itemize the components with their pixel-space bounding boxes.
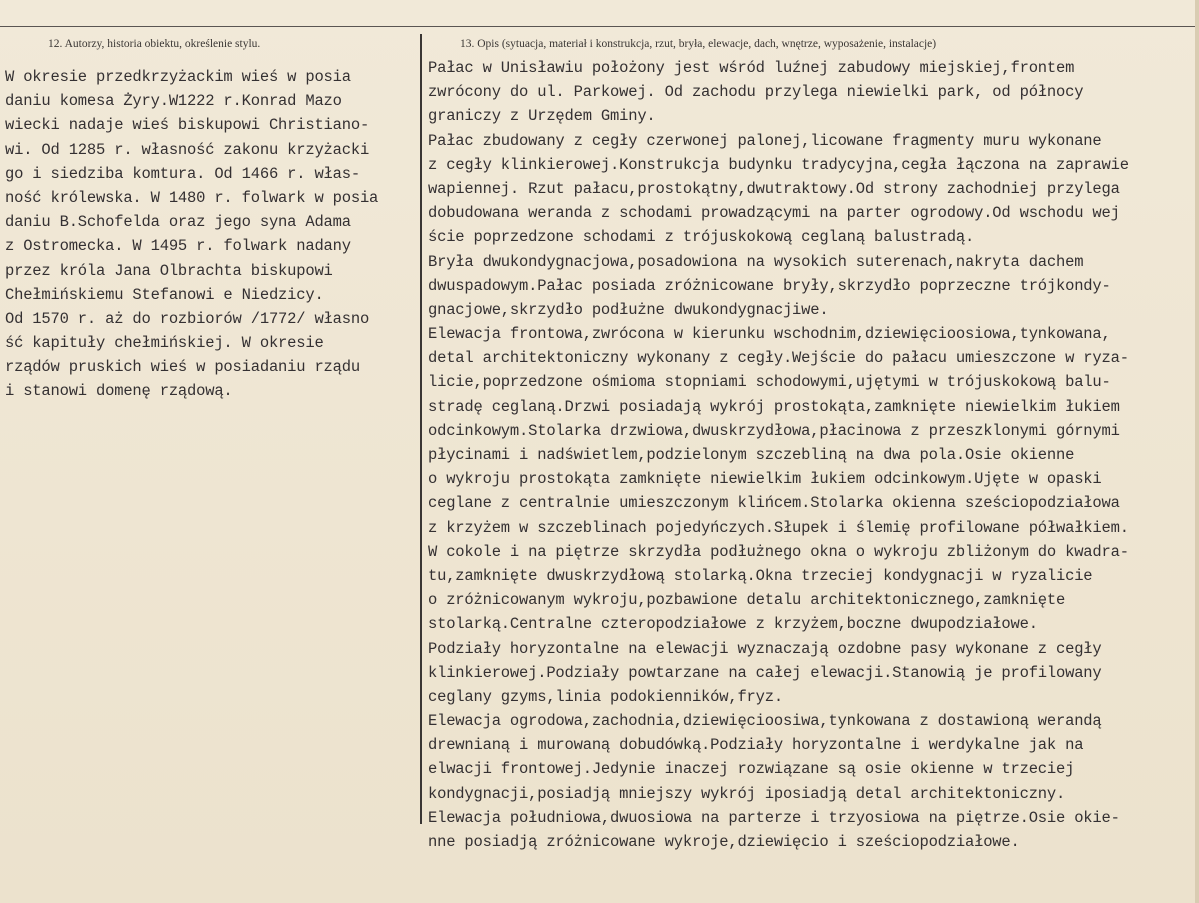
history-text	[5, 65, 378, 404]
paper-edge	[1195, 0, 1199, 903]
text-line: z cegły klinkierowej.Konstrukcja budynku tradycyjna,cegła łączona na zaprawie	[428, 155, 1129, 174]
text-line: i stanowi domenę rządową.	[5, 382, 233, 401]
text-line: zwrócony do ul. Parkowej. Od zachodu przylega niewielki park, od północy	[428, 83, 1084, 102]
text-line: klinkierowej.Podziały powtarzane na całej elewacji.Stanowią je profilowany	[428, 663, 1102, 682]
section-12-header: 12. Autorzy, historia obiektu, określenie stylu.	[48, 38, 261, 50]
column-divider	[420, 34, 422, 824]
text-line: z krzyżem w szczeblinach pojedyńczych.Słupek i ślemię profilowane półwałkiem.	[428, 518, 1129, 537]
text-line: z Ostromecka. W 1495 r. folwark nadany	[5, 237, 351, 256]
text-line: ność królewska. W 1480 r. folwark w posia	[5, 188, 379, 207]
text-line: Elewacja ogrodowa,zachodnia,dziewięcioosiwa,tynkowana z dostawioną werandą	[428, 712, 1102, 731]
text-line: nne posiadją zróżnicowane wykroje,dziewięcio i sześciopodziałowe.	[428, 833, 1020, 851]
text-line: wapiennej. Rzut pałacu,prostokątny,dwutraktowy.Od strony zachodniej przylega	[428, 179, 1120, 198]
description-text	[428, 56, 1129, 854]
text-line: o wykroju prostokąta zamknięte niewielkim łukiem odcinkowym.Ujęte w opaski	[428, 470, 1102, 489]
text-line: daniu komesa Żyry.W1222 r.Konrad Mazo	[5, 92, 342, 111]
text-line: kondygnacji,posiadją mniejszy wykrój iposiadją detal architektoniczny.	[428, 784, 1066, 803]
text-line: o zróżnicowanym wykroju,pozbawione detalu architektonicznego,zamknięte	[428, 591, 1066, 610]
text-line: stradę ceglaną.Drzwi posiadają wykrój prostokąta,zamknięte niewielkim łukiem	[428, 397, 1120, 416]
text-line: wiecki nadaje wieś biskupowi Christiano-	[5, 116, 370, 135]
text-line: tu,zamknięte dwuskrzydłową stolarką.Okna trzeciej kondygnacji w ryzalicie	[428, 566, 1093, 585]
text-line: wi. Od 1285 r. własność zakonu krzyżacki	[5, 140, 370, 159]
top-rule	[0, 26, 1199, 27]
text-line: Bryła dwukondygnacjowa,posadowiona na wysokich suterenach,nakryta dachem	[428, 252, 1084, 271]
text-line: ceglane z centralnie umieszczonym klińcem.Stolarka okienna sześciopodziałowa	[428, 494, 1120, 513]
text-line: detal architektoniczny wykonany z cegły.Wejście do pałacu umieszczone w ryza-	[428, 349, 1129, 368]
text-line: Chełmińskiemu Stefanowi e Niedzicy.	[5, 285, 324, 304]
text-line: ceglany gzyms,linia podokienników,fryz.	[428, 687, 783, 706]
text-line: drewnianą i murowaną dobudówką.Podziały horyzontalne i werdykalne jak na	[428, 736, 1084, 755]
text-line: rządów pruskich wieś w posiadaniu rządu	[5, 358, 360, 377]
text-line: Od 1570 r. aż do rozbiorów /1772/ własno	[5, 309, 370, 328]
text-line: dwuspadowym.Pałac posiada zróżnicowane bryły,skrzydło poprzeczne trójkondy-	[428, 276, 1111, 295]
text-line: W okresie przedkrzyżackim wieś w posia	[5, 68, 351, 86]
text-line: licie,poprzedzone ośmioma stopniami schodowymi,ujętymi w trójuskokową balu-	[428, 373, 1111, 392]
text-line: płycinami i nadświetlem,podzielonym szczebliną na dwa pola.Osie okienne	[428, 446, 1075, 464]
section-13-header: 13. Opis (sytuacja, materiał i konstrukcja, rzut, bryła, elewacje, dach, wnętrze, wyposażenie, instalacje)	[460, 38, 937, 50]
text-line: go i siedziba komtura. Od 1466 r. włas-	[5, 164, 360, 183]
text-line: graniczy z Urzędem Gminy.	[428, 107, 656, 126]
text-line: W cokole i na piętrze skrzydła podłużnego okna o wykroju zbliżonym do kwadra-	[428, 542, 1129, 561]
text-line: Elewacja południowa,dwuosiowa na parterze i trzyosiowa na piętrze.Osie okie-	[428, 808, 1120, 827]
text-line: Pałac w Unisławiu położony jest wśród luźnej zabudowy miejskiej,frontem	[428, 59, 1075, 77]
text-line: elwacji frontowej.Jedynie inaczej rozwiązane są osie okienne w trzeciej	[428, 760, 1075, 779]
text-line: dobudowana weranda z schodami prowadzącymi na parter ogrodowy.Od wschodu wej	[428, 204, 1120, 223]
text-line: gnacjowe,skrzydło podłużne dwukondygnacjiwe.	[428, 300, 829, 319]
text-line: Pałac zbudowany z cegły czerwonej palonej,licowane fragmenty muru wykonane	[428, 131, 1102, 150]
text-line: przez króla Jana Olbrachta biskupowi	[5, 261, 333, 280]
text-line: ść kapituły chełmińskiej. W okresie	[5, 334, 324, 353]
text-line: daniu B.Schofelda oraz jego syna Adama	[5, 213, 351, 232]
text-line: odcinkowym.Stolarka drzwiowa,dwuskrzydłowa,płacinowa z przeszklonymi górnymi	[428, 421, 1120, 440]
text-line: ście poprzedzone schodami z trójuskokową ceglaną balustradą.	[428, 228, 975, 247]
text-line: stolarką.Centralne czteropodziałowe z krzyżem,boczne dwupodziałowe.	[428, 615, 1038, 634]
text-line: Elewacja frontowa,zwrócona w kierunku wschodnim,dziewięcioosiowa,tynkowana,	[428, 325, 1111, 344]
text-line: Podziały horyzontalne na elewacji wyznaczają ozdobne pasy wykonane z cegły	[428, 639, 1102, 658]
